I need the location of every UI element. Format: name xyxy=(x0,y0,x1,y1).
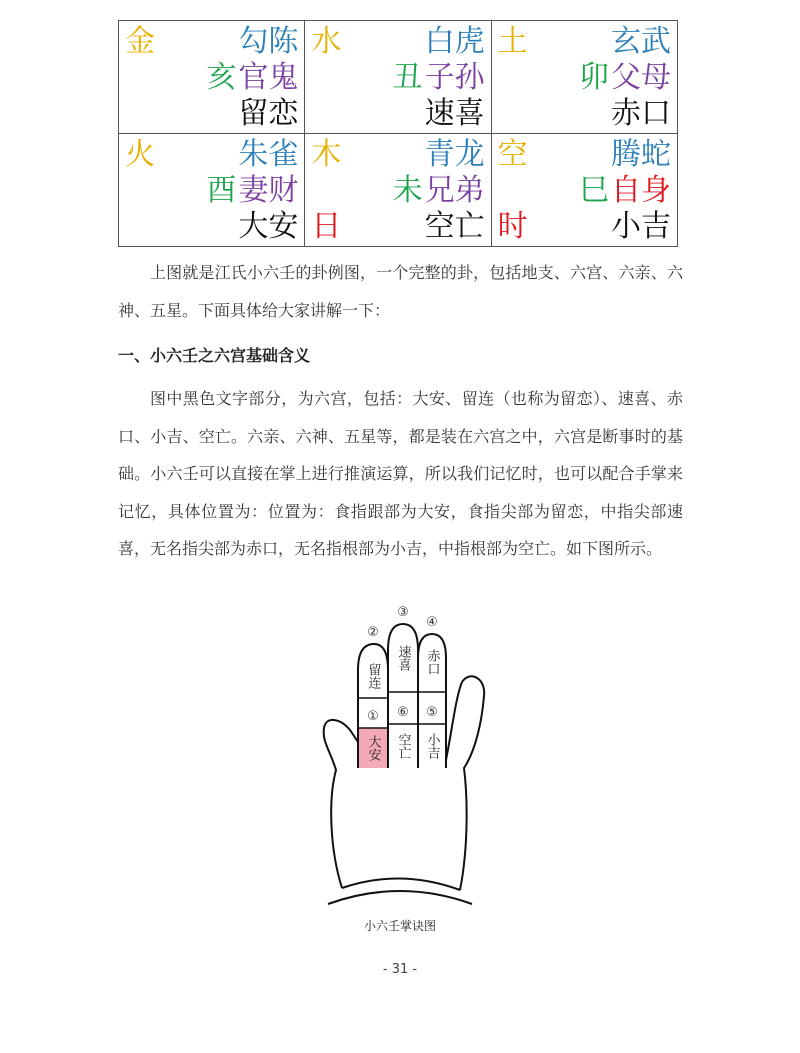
ring-tip-number: ④ xyxy=(426,615,438,630)
body-paragraph: 图中黑色文字部分，为六宫，包括：大安、留连（也称为留恋）、速喜、赤口、小吉、空亡。六亲、六神、五星等，都是装在六宫之中，六宫是断事时的基础。小六壬可以直接在掌上进行推演运算，所以我们记忆时，也可以配合手掌来记忆，具体位置为：位置为：食指跟部为大安，食指尖部为留恋，中指尖部速喜，无名指尖部为赤口，无名指根部为小吉，中指根部为空亡。如下图所示。 xyxy=(118,389,683,558)
cell-relative: 官鬼 xyxy=(238,60,299,95)
middle-tip-number: ③ xyxy=(397,605,409,620)
cell-palace: 留恋 xyxy=(238,96,299,131)
cell-branch: 丑 xyxy=(392,60,423,95)
section-heading: 一、小六壬之六宫基础含义 xyxy=(118,346,311,365)
pinky-outline xyxy=(446,676,484,890)
intro-paragraph: 上图就是江氏小六壬的卦例图，一个完整的卦，包括地支、六宫、六亲、六神、五星。下面具体给大家讲解一下： xyxy=(118,263,683,320)
ring-base-number: ⑤ xyxy=(426,705,438,720)
cell-element: 土 xyxy=(497,24,528,59)
cell-palace: 赤口 xyxy=(611,96,671,131)
middle-base-number: ⑥ xyxy=(397,705,409,720)
ring-base-label: 小吉 xyxy=(424,733,440,759)
cell-relative: 兄弟 xyxy=(424,173,485,208)
wrist-line xyxy=(342,878,460,890)
cell-element: 水 xyxy=(311,24,342,59)
cell-palace: 速喜 xyxy=(424,96,485,131)
index-tip-number: ② xyxy=(367,625,379,640)
cell-palace: 大安 xyxy=(238,209,299,244)
cell-relative: 父母 xyxy=(611,60,671,95)
cell-branch: 卯 xyxy=(579,60,609,95)
figure-caption: 小六壬掌诀图 xyxy=(363,919,436,933)
cell-hour-mark: 时 xyxy=(497,209,528,244)
index-tip-label: 留连 xyxy=(365,663,381,689)
cell-spirit: 勾陈 xyxy=(238,24,299,59)
index-base-number: ① xyxy=(367,709,379,724)
cell-element: 火 xyxy=(125,137,155,172)
cell-spirit: 玄武 xyxy=(611,24,671,59)
index-base-label: 大安 xyxy=(365,735,381,761)
cell-spirit: 朱雀 xyxy=(238,137,299,172)
cell-relative: 妻财 xyxy=(238,173,299,208)
gua-cell xyxy=(305,134,491,247)
gua-table xyxy=(118,20,678,247)
cell-branch: 酉 xyxy=(206,173,237,208)
cell-element: 木 xyxy=(311,137,342,172)
gua-cell xyxy=(119,21,305,134)
gua-cell xyxy=(119,134,305,247)
middle-base-label: 空亡 xyxy=(395,733,411,759)
cell-element: 金 xyxy=(125,24,155,59)
cell-branch: 巳 xyxy=(579,173,609,208)
gua-cell xyxy=(491,134,677,247)
middle-tip-label: 速喜 xyxy=(395,645,411,671)
cell-day-mark: 日 xyxy=(311,209,342,244)
palm-diagram xyxy=(300,600,500,920)
cell-relative: 子孙 xyxy=(424,60,485,95)
gua-cell xyxy=(305,21,491,134)
gua-cell xyxy=(491,21,677,134)
wrist-line xyxy=(328,891,472,904)
cell-spirit: 白虎 xyxy=(424,24,485,59)
cell-relative-self: 自身 xyxy=(611,173,671,208)
cell-palace: 空亡 xyxy=(424,209,485,244)
cell-element: 空 xyxy=(497,137,528,172)
cell-palace: 小吉 xyxy=(611,209,671,244)
cell-branch: 亥 xyxy=(206,60,237,95)
page-number: - 31 - xyxy=(382,962,418,977)
thumb-outline xyxy=(324,720,358,888)
ring-tip-label: 赤口 xyxy=(424,649,440,675)
cell-spirit: 青龙 xyxy=(424,137,485,172)
cell-branch: 未 xyxy=(392,173,423,208)
cell-spirit: 腾蛇 xyxy=(611,137,671,172)
